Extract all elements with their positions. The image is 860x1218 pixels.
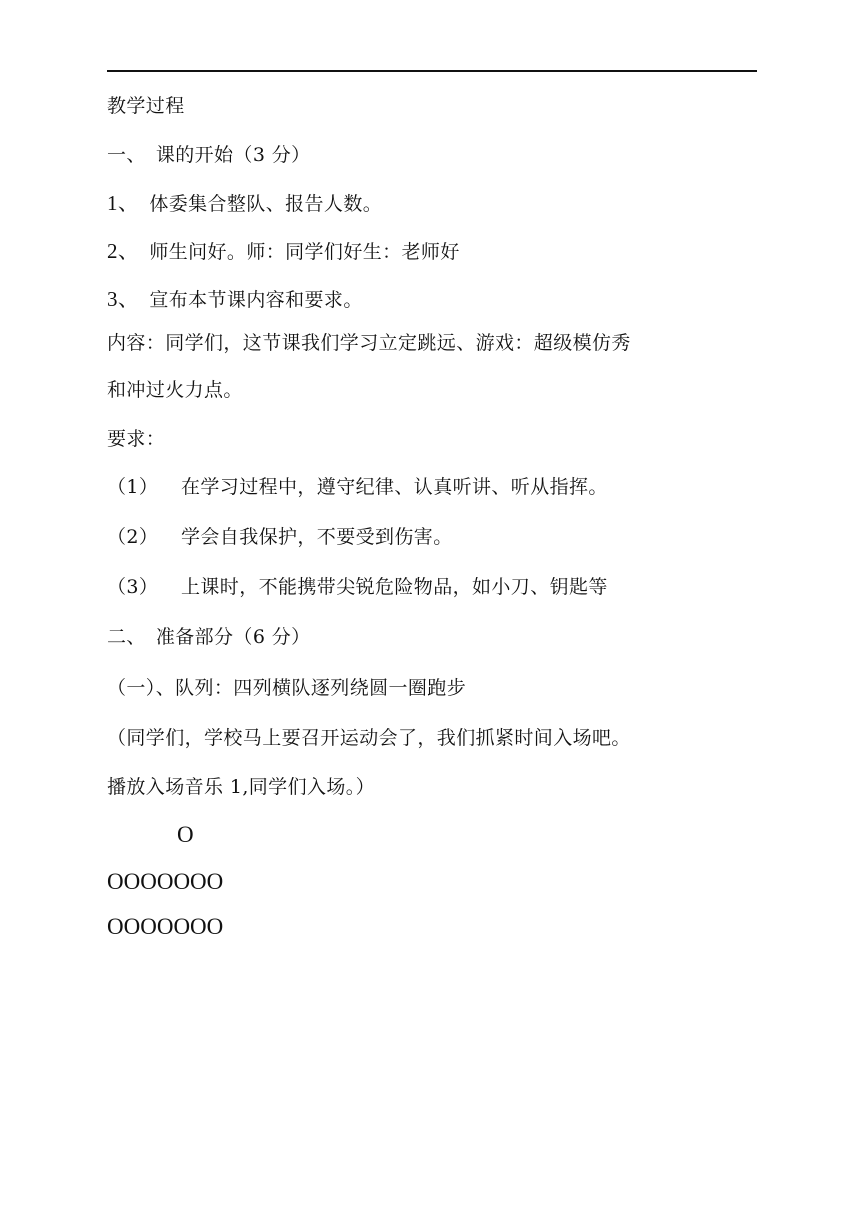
list-item <box>107 191 382 216</box>
requirement-item <box>107 525 453 549</box>
requirement-number: （1） <box>107 476 159 498</box>
item-number: 2、 <box>107 239 140 263</box>
narration-line-1: （同学们，学校马上要召开运动会了，我们抓紧时间入场吧。 <box>107 727 631 749</box>
section-2-number: 二、 <box>107 626 146 648</box>
list-item <box>107 239 460 264</box>
requirement-number: （3） <box>107 576 159 598</box>
section-1-number: 一、 <box>107 144 146 166</box>
requirement-number: （2） <box>107 526 159 548</box>
content-line-2: 和冲过火力点。 <box>107 379 243 401</box>
heading: 教学过程 <box>107 95 185 117</box>
list-item <box>107 287 363 312</box>
requirement-text: 学会自我保护，不要受到伤害。 <box>181 526 453 548</box>
formation-row-1: OOOOOOO <box>107 869 224 894</box>
item-number: 1、 <box>107 191 140 215</box>
section-2-heading <box>107 625 311 649</box>
section-1-heading <box>107 143 311 167</box>
item-number: 3、 <box>107 287 140 311</box>
item-text: 师生问好。师：同学们好生：老师好 <box>149 241 460 263</box>
section-1-title: 课的开始（3 分） <box>155 144 311 166</box>
requirement-item <box>107 575 608 599</box>
formation-row-2: OOOOOOO <box>107 914 224 939</box>
item-text: 体委集合整队、报告人数。 <box>149 193 383 215</box>
narration-line-2: 播放入场音乐 1,同学们入场。） <box>107 776 376 798</box>
item-text: 宣布本节课内容和要求。 <box>149 289 363 311</box>
section-2-title: 准备部分（6 分） <box>155 626 311 648</box>
header-rule <box>107 70 757 72</box>
content-line-1: 内容：同学们，这节课我们学习立定跳远、游戏：超级模仿秀 <box>107 332 631 354</box>
formation-leader: O <box>177 822 194 847</box>
requirement-text: 上课时，不能携带尖锐危险物品，如小刀、钥匙等 <box>181 576 608 598</box>
requirements-label: 要求： <box>107 428 166 450</box>
subsection-heading: （一）、队列：四列横队逐列绕圆一圈跑步 <box>107 677 467 699</box>
requirement-text: 在学习过程中，遵守纪律、认真听讲、听从指挥。 <box>181 476 608 498</box>
requirement-item <box>107 475 608 499</box>
